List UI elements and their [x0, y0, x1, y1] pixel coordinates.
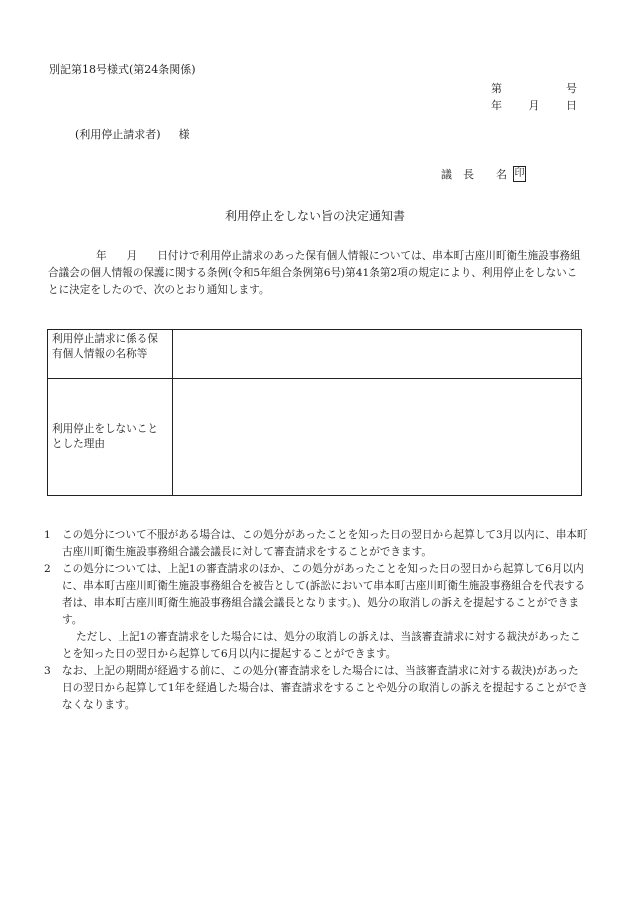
table-label-reason: 利用停止をしないこととした理由	[48, 379, 173, 496]
seal-stamp-box: 印	[513, 166, 526, 182]
issue-date	[491, 100, 577, 111]
addressee-name: (利用停止請求者)	[75, 128, 161, 141]
table-label-info-name: 利用停止請求に係る保有個人情報の名称等	[48, 330, 173, 379]
table-row	[48, 330, 582, 379]
form-number-label: 別記第18号様式(第24条関係)	[49, 63, 196, 76]
note-2-continuation: ただし、上記1の審査請求をした場合には、処分の取消しの訴えは、当該審査請求に対する裁決があったことを知った日の翌日から起算して6月以内に提起することができます。	[62, 631, 581, 660]
document-title: 利用停止をしない旨の決定通知書	[224, 209, 405, 223]
number-suffix: 号	[566, 82, 577, 95]
sender-title: 議 長	[441, 167, 474, 181]
note-text: この処分については、上記1の審査請求のほか、この処分があったことを知った日の翌日から起算して6月以内に、串本町古座川町衛生施設事務組合を被告として(訴訟において串本町古座川町衛生施設事務組合を代表する者は、串本町古座川町衛生施設事務組合議会議長となります。)、処分の取消しの訴えを提起することができます。	[62, 563, 586, 626]
body-paragraph	[48, 248, 582, 299]
note-item	[44, 663, 589, 714]
body-year: 年	[96, 250, 107, 262]
table-row	[48, 379, 582, 496]
note-text: なお、上記の期間が経過する前に、この処分(審査請求をした場合には、当該審査請求に対する裁決)があった日の翌日から起算して1年を経過した場合は、審査請求をすることや処分の取消しの訴えを提起することができなくなります。	[62, 665, 588, 711]
notes-section	[44, 527, 589, 714]
sender-name-label: 名	[496, 167, 507, 181]
date-month: 月	[528, 99, 540, 112]
number-prefix: 第	[491, 82, 502, 95]
note-item	[44, 561, 589, 629]
date-day: 日	[566, 99, 577, 112]
sender	[441, 166, 526, 182]
document-number	[491, 83, 577, 94]
note-number: 1	[44, 529, 51, 541]
table-value-reason	[173, 379, 582, 496]
body-text: 日付けで利用停止請求のあった保有個人情報については、串本町古座川町衛生施設事務組合議会の個人情報の保護に関する条例(令和5年組合条例第6号)第41条第2項の規定により、利用停止をしないことに決定をしたので、次のとおり通知します。	[48, 250, 581, 296]
note-text: この処分について不服がある場合は、この処分があったことを知った日の翌日から起算して3月以内に、串本町古座川町衛生施設事務組合議会議長に対して審査請求をすることができます。	[62, 529, 588, 558]
body-month: 月	[126, 250, 138, 262]
table-value-info-name	[173, 330, 582, 379]
note-number: 2	[44, 563, 51, 575]
addressee-honorific: 様	[178, 128, 190, 141]
note-item	[44, 527, 589, 561]
addressee	[75, 129, 190, 140]
date-year: 年	[491, 99, 502, 112]
note-number: 3	[44, 665, 51, 677]
info-table	[47, 329, 582, 496]
